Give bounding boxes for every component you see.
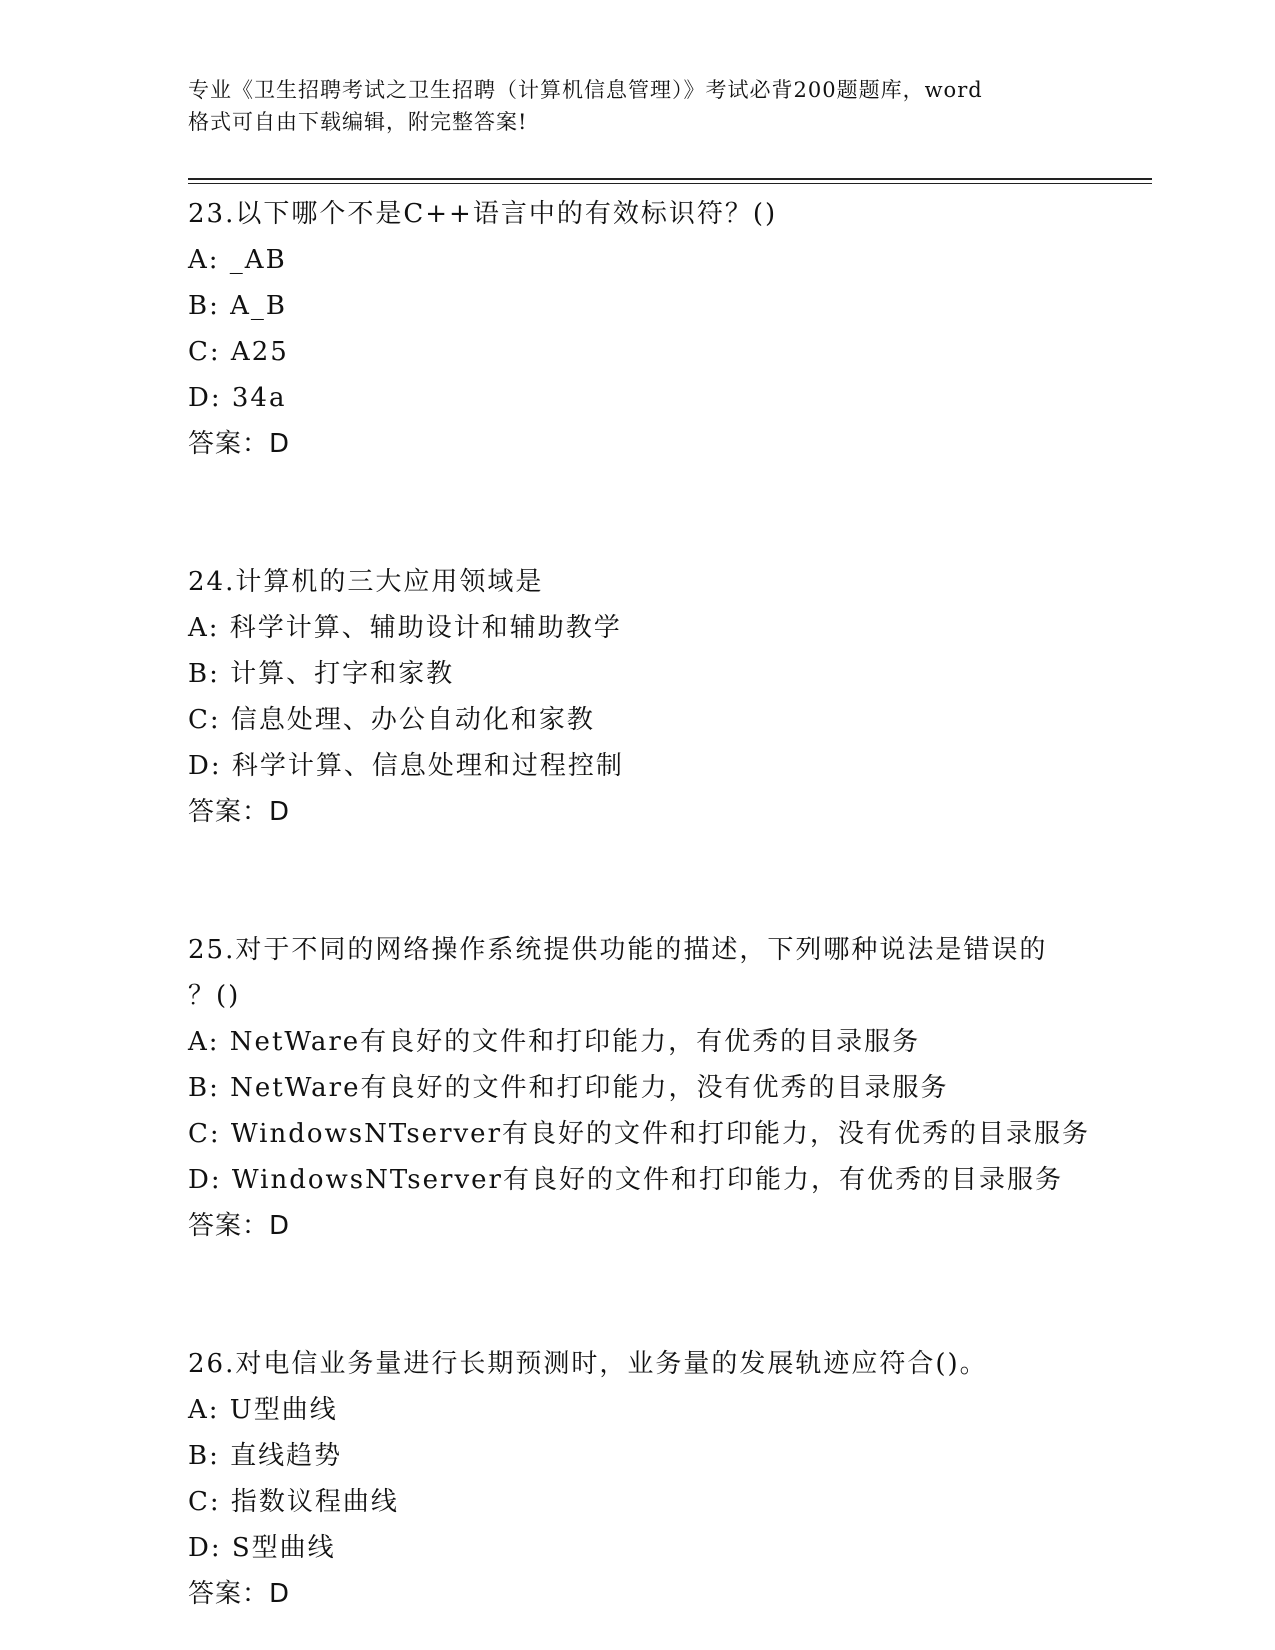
option-d: D: 科学计算、信息处理和过程控制	[188, 751, 624, 781]
question-spacer	[188, 1249, 1088, 1341]
question-26	[188, 1341, 1088, 1617]
option-a: A: 科学计算、辅助设计和辅助教学	[188, 613, 622, 643]
option-b: B: A_B	[188, 291, 288, 321]
answer-label: 答案：D	[188, 1211, 291, 1241]
question-stem: 24.计算机的三大应用领域是	[188, 567, 544, 597]
option-d: D: S型曲线	[188, 1533, 336, 1563]
question-list	[188, 191, 1091, 1617]
option-c: C: WindowsNTserver有良好的文件和打印能力，没有优秀的目录服务	[188, 1119, 1091, 1149]
header-divider-thick	[188, 178, 1152, 180]
option-b: B: 直线趋势	[188, 1441, 343, 1471]
question-spacer	[188, 835, 1088, 927]
option-a: A: U型曲线	[188, 1395, 338, 1425]
option-c: C: 指数议程曲线	[188, 1487, 399, 1517]
option-b: B: 计算、打字和家教	[188, 659, 455, 689]
question-stem: 26.对电信业务量进行长期预测时，业务量的发展轨迹应符合()。	[188, 1349, 988, 1379]
header-divider-thin	[188, 183, 1152, 184]
option-c: C: 信息处理、办公自动化和家教	[188, 705, 595, 735]
document-header	[188, 74, 1088, 138]
header-line-1: 专业《卫生招聘考试之卫生招聘（计算机信息管理）》考试必背200题题库，word	[188, 78, 983, 102]
option-a: A: NetWare有良好的文件和打印能力，有优秀的目录服务	[188, 1027, 921, 1057]
question-23	[188, 191, 1088, 467]
option-d: D: WindowsNTserver有良好的文件和打印能力，有优秀的目录服务	[188, 1165, 1063, 1195]
answer-label: 答案：D	[188, 429, 291, 459]
question-stem: 23.以下哪个不是C++语言中的有效标识符？()	[188, 199, 778, 229]
question-stem-line-2: ？()	[188, 981, 241, 1011]
header-line-2: 格式可自由下载编辑，附完整答案!	[188, 110, 528, 134]
question-spacer	[188, 467, 1088, 559]
answer-label: 答案：D	[188, 797, 291, 827]
option-d: D: 34a	[188, 383, 287, 413]
option-b: B: NetWare有良好的文件和打印能力，没有优秀的目录服务	[188, 1073, 949, 1103]
option-a: A: _AB	[188, 245, 287, 275]
answer-label: 答案：D	[188, 1579, 291, 1609]
question-25	[188, 927, 1091, 1249]
question-stem-line-1: 25.对于不同的网络操作系统提供功能的描述，下列哪种说法是错误的	[188, 935, 1048, 965]
option-c: C: A25	[188, 337, 289, 367]
question-24	[188, 559, 1088, 835]
